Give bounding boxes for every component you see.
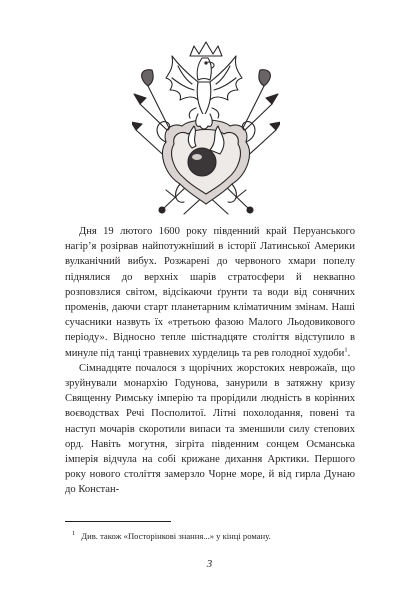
paragraph-2 [65,361,355,498]
paragraph-2-text: Сімнадцяте почалося з щорічних жорстоких неврожаїв, що зруйнували монархію Годунова, занурили в затяжну кризу Священну Римську імперію та прорідили людність в корінних воєводствах Речі Посполитої. Літні похолодання, повені та наступ мочарів скоротили випаси та зменшили силу степових орд. Навіть могутня, зігріта південним сонцем Османська імперія відчула на собі крижане дихання Арктики. Першого року нового століття замерзло Чорне море, й від гирла Дунаю до Констан- [65,362,355,496]
footnote [72,528,362,542]
footnote-ref-1[interactable]: 1 [344,346,348,354]
paragraph-1 [65,224,355,361]
paragraph-1-text: Дня 19 лютого 1600 року південний край Перуанського нагір’я розірвав найпотужніший в історії Латинської Америки вулканічний вибух. Розжарені до червоного хмари попелу піднялися до верхніх шарів стратосфери й неквапно розповзлися світом, відсікаючи ґрунти та води від сонячних променів, даючи старт планетарним кліматичним змінам. Наші сучасники назвуть їх «третьою фазою Малого Льодовикового періоду». Відносно тепле шістнадцяте століття відступило в минуле під танці травневих хурделиць та рев голодної худоби [65,226,355,359]
paragraph-1-end: . [347,347,351,359]
footnote-divider [65,521,171,522]
footnote-number: 1 [72,530,76,537]
footnote-text: Див. також «Посторінкові знання...» у кінці роману. [81,530,271,541]
body-text [65,224,355,498]
heraldic-eagle-cartouche-icon [132,34,280,218]
page-number: 3 [206,558,213,570]
